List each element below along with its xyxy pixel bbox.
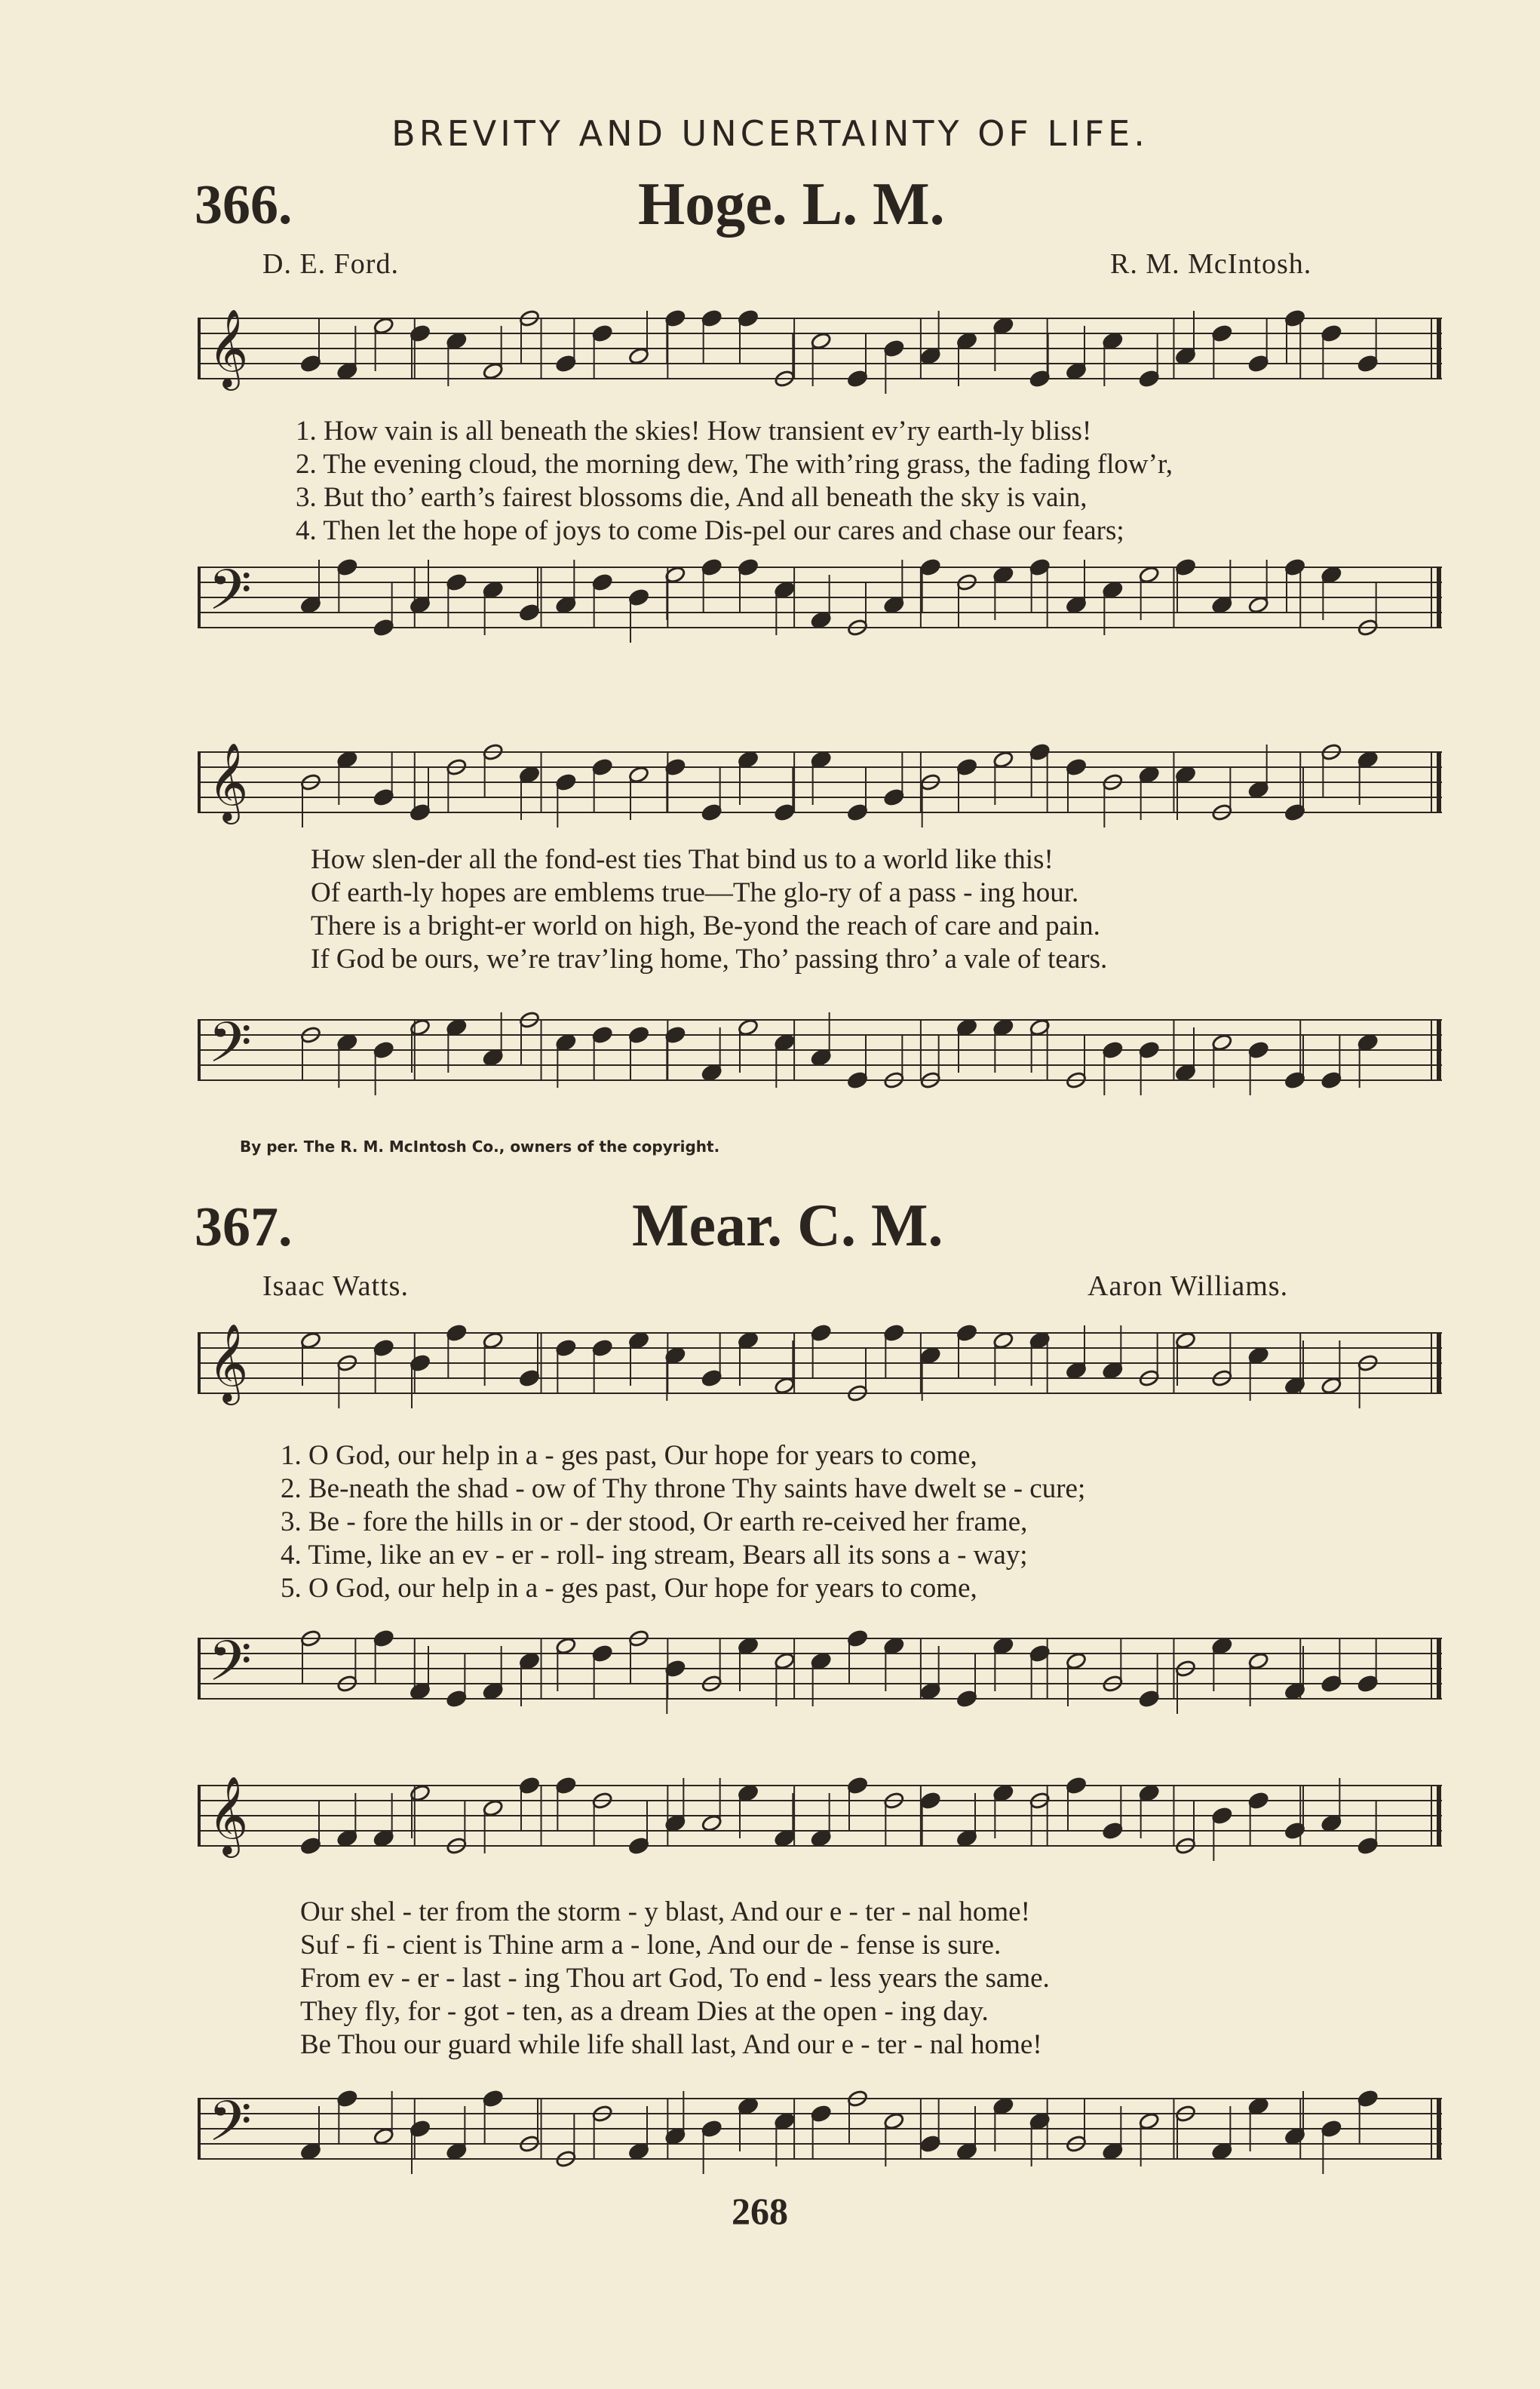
verse-block: [311, 843, 1107, 976]
svg-text:𝄢: 𝄢: [208, 1010, 252, 1089]
verse-line: 4. Time, like an ev - er - roll- ing stream, Bears all its sons a - way;: [281, 1540, 1028, 1571]
verse-line: 4. Then let the hope of joys to come Dis-pel our cares and chase our fears;: [296, 515, 1124, 546]
music-staff: [198, 1769, 1442, 1875]
music-staff: [198, 551, 1442, 664]
copyright-note: By per. The R. M. McIntosh Co., owners of the copyright.: [240, 1138, 720, 1156]
svg-text:𝄢: 𝄢: [208, 557, 252, 637]
page-number: 268: [732, 2190, 788, 2232]
music-staff: [198, 735, 1442, 841]
verse-line: 3. Be - fore the hills in or - der stood, Or earth re-ceived her frame,: [281, 1506, 1028, 1537]
svg-text:𝄢: 𝄢: [208, 1629, 252, 1708]
verse-line: They fly, for - got - ten, as a dream Dies at the open - ing day.: [300, 1996, 989, 2027]
verse-line: How slen-der all the fond-est ties That bind us to a world like this!: [311, 844, 1054, 875]
music-staff: [198, 1316, 1442, 1422]
svg-text:𝄞: 𝄞: [208, 742, 249, 821]
music-staff: [198, 1622, 1442, 1735]
verse-line: If God be ours, we’re trav’ling home, Tho’ passing thro’ a vale of tears.: [311, 944, 1108, 975]
hymn-number: 367.: [195, 1196, 293, 1258]
verse-line: 5. O God, our help in a - ges past, Our hope for years to come,: [281, 1573, 977, 1604]
svg-text:𝄞: 𝄞: [208, 309, 249, 388]
verse-line: Of earth-ly hopes are emblems true—The glo-ry of a pass - ing hour.: [311, 877, 1079, 908]
verse-block: [300, 1896, 1050, 2062]
author-credit: Isaac Watts.: [262, 1270, 409, 1302]
composer-credit: Aaron Williams.: [1088, 1270, 1289, 1302]
music-staff: [198, 1003, 1442, 1116]
verse-line: From ev - er - last - ing Thou art God, To end - less years the same.: [300, 1963, 1050, 1994]
verse-block: [296, 415, 1173, 548]
verse-line: Be Thou our guard while life shall last, And our e - ter - nal home!: [300, 2029, 1042, 2060]
verse-block: [281, 1439, 1085, 1605]
composer-credit: R. M. McIntosh.: [1110, 248, 1312, 280]
verse-line: 2. The evening cloud, the morning dew, The with’ring grass, the fading flow’r,: [296, 449, 1173, 480]
verse-line: 1. O God, our help in a - ges past, Our hope for years to come,: [281, 1440, 977, 1471]
verse-line: There is a bright-er world on high, Be-yond the reach of care and pain.: [311, 910, 1100, 941]
svg-text:𝄞: 𝄞: [208, 1323, 249, 1402]
verse-line: 2. Be-neath the shad - ow of Thy throne Thy saints have dwelt se - cure;: [281, 1473, 1086, 1504]
hymn-number: 366.: [195, 174, 293, 236]
music-staff: [198, 2082, 1442, 2195]
music-staff: [198, 302, 1442, 407]
svg-text:𝄢: 𝄢: [208, 2089, 252, 2168]
verse-line: 1. How vain is all beneath the skies! How transient ev’ry earth-ly bliss!: [296, 416, 1092, 447]
verse-line: 3. But tho’ earth’s fairest blossoms die, And all beneath the sky is vain,: [296, 482, 1088, 513]
section-title: BREVITY AND UNCERTAINTY OF LIFE.: [391, 113, 1149, 154]
svg-text:𝄞: 𝄞: [208, 1776, 249, 1855]
verse-line: Suf - fi - cient is Thine arm a - lone, And our de - fense is sure.: [300, 1930, 1002, 1961]
hymn-title: Hoge. L. M.: [638, 171, 945, 238]
verse-line: Our shel - ter from the storm - y blast, And our e - ter - nal home!: [300, 1896, 1030, 1927]
author-credit: D. E. Ford.: [262, 248, 399, 280]
hymn-title: Mear. C. M.: [632, 1193, 943, 1259]
